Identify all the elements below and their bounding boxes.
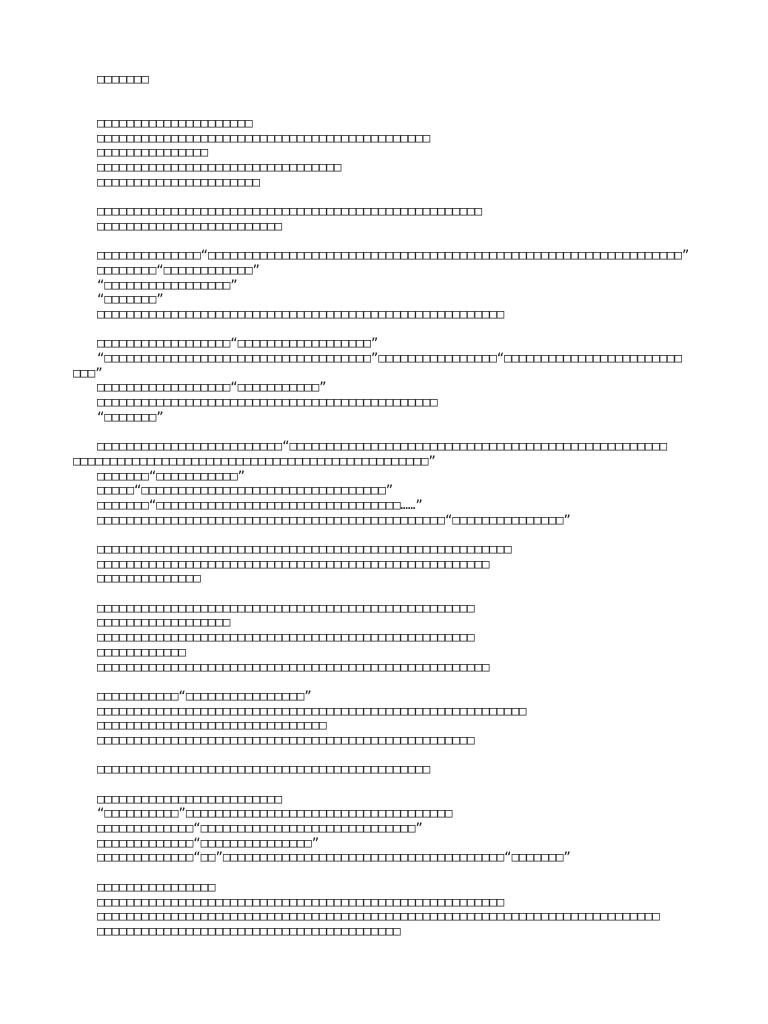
text-line: □□□□□□□□□□□□□□□□□□□□□□□□□□□□□□□□□ [97,160,342,175]
text-line: □□□□□□□□□□□□□□□□□□□□□□ [97,174,260,189]
text-line: □□□□□□□□□□□□□□□□□□□□□□□□□□□□□□□□□□□□□□□□□□□□□□□□□□□□□□□□□□ [97,703,527,718]
paragraph [0,72,768,87]
document-body [0,72,768,953]
text-line: “□□□□□□□□□□”□□□□□□□□□□□□□□□□□□□□□□□□□□□□□□□□□□□□ [97,806,453,821]
text-line: □□□□□□□□□□□□□□□□□□□□□□□□□□□□□□□ [97,718,327,733]
paragraph [0,439,768,527]
paragraph [0,336,768,424]
paragraph [0,601,768,674]
text-line: □□□□□□□□□□□□ [97,644,186,659]
text-line: □□□□□□□□□□□□□□□□□□□□□□□□□□□□□□□□□□□□□□□□□□□□□□□□□□□□□ [97,556,490,571]
text-line: □□□□□□□□□□□□□□□□□□□□□□□□□□□□□□□□□□□□□□□□□□□□□□□□□□□□□□□□□□□□□□□□□□□□□□□□□□□□ [97,909,660,924]
text-line: □□□□□□□“□□□□□□□□□□□□□□□□□□□□□□□□□□□□□□□□□……” [97,497,423,512]
text-line: “□□□□□□□□□□□□□□□□□□□□□□□□□□□□□□□□□□□□”□□□□□□□□□□□□□□□□“□□□□□□□□□□□□□□□□□□□□□□□□ [97,351,682,366]
paragraph [0,762,768,777]
paragraph [0,542,768,586]
paragraph [0,792,768,865]
text-line: □□□□□□□□□□□□□□□□□□□□□□□□□□□□□□□□□□□□□□□□□□□□□ [97,130,431,145]
text-line: □□□□□□□□□□□□□□“□□□□□□□□□□□□□□□□□□□□□□□□□□□□□□□□□□□□□□□□□□□□□□□□□□□□□□□□□□□□□□□□” [97,248,690,263]
text-line: □□□□□□□□□□□□□□□□□□□□□□□□□□□□□□□□□□□□□□□□□□□□□□□□□□□□□ [97,659,490,674]
text-line: □□□□□□□“□□□□□□□□□□□” [97,468,246,483]
text-line: □□□□□□□□□□□□□“□□□□□□□□□□□□□□□” [97,835,320,850]
text-line: □□□□□□□□□□□□□□□ [97,145,209,160]
text-line: □□□□□□□□□□□□□“□□”□□□□□□□□□□□□□□□□□□□□□□□□□□□□□□□□□□□□□□“□□□□□□□” [97,850,571,865]
text-line: □□□□□□□□□□□□□□□□□□□□□□□□□□□□□□□□□□□□□□□□□ [97,923,401,938]
text-line: □□□□□□□□□□□□□□□□□□□□□□□□□□□□□□□□□□□□□□□□□□□□□ [97,762,431,777]
text-line: □□□□□□□□□□□□□□□□□□□□□□□□□ [97,218,283,233]
text-line: □□□□□□□□□□□□□□□□□□“□□□□□□□□□□□” [97,380,327,395]
text-line: □□□□□□□□□□□□□□□□□□□□□□□□□□□□□□□□□□□□□□□□□□□□□□□“□□□□□□□□□□□□□□□” [97,512,571,527]
text-line-continuation: □□□” [73,365,103,380]
paragraph [0,248,768,321]
text-line: □□□□□□□□□□□□□□□□□□□□□□□□□□□□□□□□□□□□□□□□□□□□□□□□□□□ [97,600,475,615]
text-line: □□□□□□□□□□□□□□□□□□□□□□□□□□□□□□□□□□□□□□□□□□□□□□□□□□□ [97,630,475,645]
text-line: “□□□□□□□□□□□□□□□□□” [97,277,238,292]
paragraph [0,880,768,939]
text-line: □□□□□□□□□□□□□□ [97,571,201,586]
text-line: □□□□□□□□□□□□□□□□□□□□□□□□□□□□□□□□□□□□□□□□□□□□□□□□□□□□□□□□ [97,542,512,557]
text-line: □□□□□□□ [97,72,149,86]
text-line: “□□□□□□□” [97,292,164,307]
paragraph [0,116,768,189]
text-line: “□□□□□□□” [97,409,164,424]
text-line: □□□□□□□□□□□□□□□□□□□□□□□□□□□□□□□□□□□□□□□□□□□□□□□□□□□ [97,732,475,747]
text-line: □□□□□□□□□□□□□□□□□□□□□□□□□□□□□□□□□□□□□□□□□□□□□□□□□□□□□□□ [97,307,505,322]
text-line: □□□□□□□□□□□□□□□□□□□□□□□□□ [97,791,283,806]
text-line: □□□□□□□□□□□□□□□□□□□□□□□□□“□□□□□□□□□□□□□□□□□□□□□□□□□□□□□□□□□□□□□□□□□□□□□□□□□□□ [97,439,668,454]
text-line: □□□□□□□□□□□□□□□□□□“□□□□□□□□□□□□□□□□□□” [97,336,379,351]
text-line: □□□□□□□□□□□□□□□□ [97,879,216,894]
text-line: □□□□□□□□□□□□□□□□□□ [97,615,231,630]
text-line: □□□□□□□□“□□□□□□□□□□□□” [97,262,260,277]
text-line: □□□□□□□□□□□“□□□□□□□□□□□□□□□□” [97,688,312,703]
text-line: □□□□□□□□□□□□□□□□□□□□□ [97,116,253,131]
paragraph [0,689,768,748]
text-line: □□□□□“□□□□□□□□□□□□□□□□□□□□□□□□□□□□□□□□□” [97,483,394,498]
text-line: □□□□□□□□□□□□□□□□□□□□□□□□□□□□□□□□□□□□□□□□□□□□□□ [97,395,438,410]
text-line: □□□□□□□□□□□□□□□□□□□□□□□□□□□□□□□□□□□□□□□□□□□□□□□□□□□□ [97,204,482,219]
text-line-continuation: □□□□□□□□□□□□□□□□□□□□□□□□□□□□□□□□□□□□□□□□□□□□□□□□” [73,453,436,468]
paragraph [0,204,768,233]
text-line: □□□□□□□□□□□□□“□□□□□□□□□□□□□□□□□□□□□□□□□□□□□” [97,821,423,836]
text-line: □□□□□□□□□□□□□□□□□□□□□□□□□□□□□□□□□□□□□□□□□□□□□□□□□□□□□□□ [97,894,505,909]
